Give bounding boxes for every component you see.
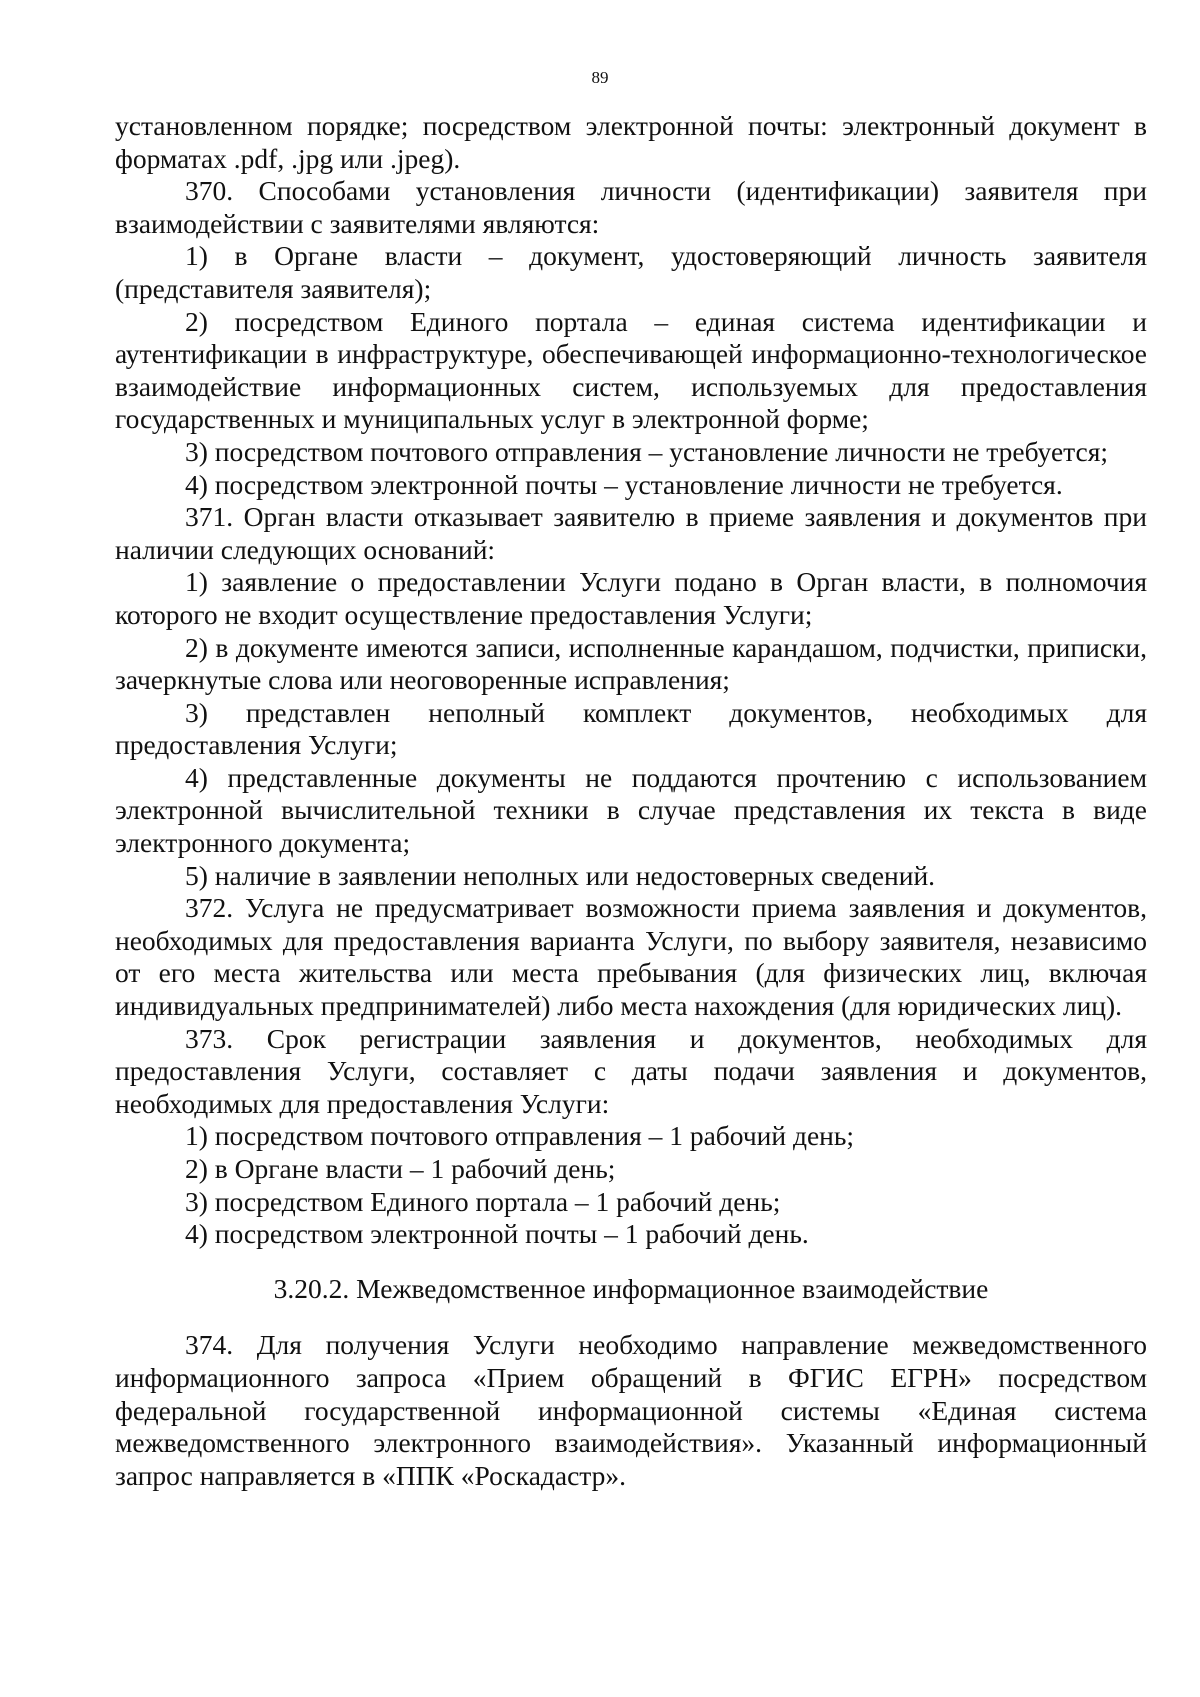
paragraph-374: 374. Для получения Услуги необходимо направление межведомственного информационного запроса «Прием обращений в ФГИС ЕГРН» посредством федеральной государственной информационной системы «Единая система межведомственного электронного взаимодействия». Указанный информационный запрос направляется в «ППК «Роскадастр». (115, 1329, 1147, 1491)
list-item: 4) посредством электронной почты – 1 рабочий день. (185, 1218, 809, 1250)
list-item: 3) представлен неполный комплект документов, необходимых для предоставления Услуги; (115, 696, 1147, 761)
paragraph-continuation: установленном порядке; посредством электронной почты: электронный документ в форматах .pdf, .jpg или .jpeg). (115, 110, 1147, 174)
paragraph-373: 373. Срок регистрации заявления и документов, необходимых для предоставления Услуги, составляет с даты подачи заявления и документов, необходимых для предоставления Услуги: (115, 1022, 1147, 1119)
paragraph-372: 372. Услуга не предусматривает возможности приема заявления и документов, необходимых для предоставления варианта Услуги, по выбору заявителя, независимо от его места жительства или места пребывания (для физических лиц, включая индивидуальных предпринимателей) либо места нахождения (для юридических лиц). (115, 892, 1147, 1022)
document-body (115, 110, 1147, 1492)
list-item: 1) заявление о предоставлении Услуги подано в Орган власти, в полномочия которого не входит осуществление предоставления Услуги; (115, 566, 1147, 630)
section-heading: 3.20.2. Межведомственное информационное взаимодействие (273, 1272, 989, 1304)
list-item: 4) представленные документы не поддаются прочтению с использованием электронной вычислительной техники в случае представления их текста в виде электронного документа; (115, 761, 1147, 859)
list-item: 1) в Органе власти – документ, удостоверяющий личность заявителя (представителя заявителя); (115, 240, 1147, 304)
paragraph-371: 371. Орган власти отказывает заявителю в приеме заявления и документов при наличии следующих оснований: (115, 501, 1147, 565)
list-item: 4) посредством электронной почты – установление личности не требуется. (185, 468, 1063, 500)
list-item: 1) посредством почтового отправления – 1 рабочий день; (185, 1120, 855, 1152)
list-item: 5) наличие в заявлении неполных или недостоверных сведений. (185, 859, 936, 891)
list-item: 2) в Органе власти – 1 рабочий день; (185, 1153, 616, 1184)
list-item: 2) посредством Единого портала – единая система идентификации и аутентификации в инфраструктуре, обеспечивающей информационно-технологическое взаимодействие информационных систем, используемых для предоставления государственных и муниципальных услуг в электронной форме; (115, 305, 1147, 435)
page-number: 89 (591, 68, 609, 87)
list-item: 3) посредством Единого портала – 1 рабочий день; (185, 1185, 781, 1217)
paragraph-370: 370. Способами установления личности (идентификации) заявителя при взаимодействии с заявителями являются: (115, 175, 1147, 239)
list-item: 2) в документе имеются записи, исполненные карандашом, подчистки, приписки, зачеркнутые слова или неоговоренные исправления; (115, 631, 1147, 696)
list-item: 3) посредством почтового отправления – установление личности не требуется; (185, 435, 1108, 467)
